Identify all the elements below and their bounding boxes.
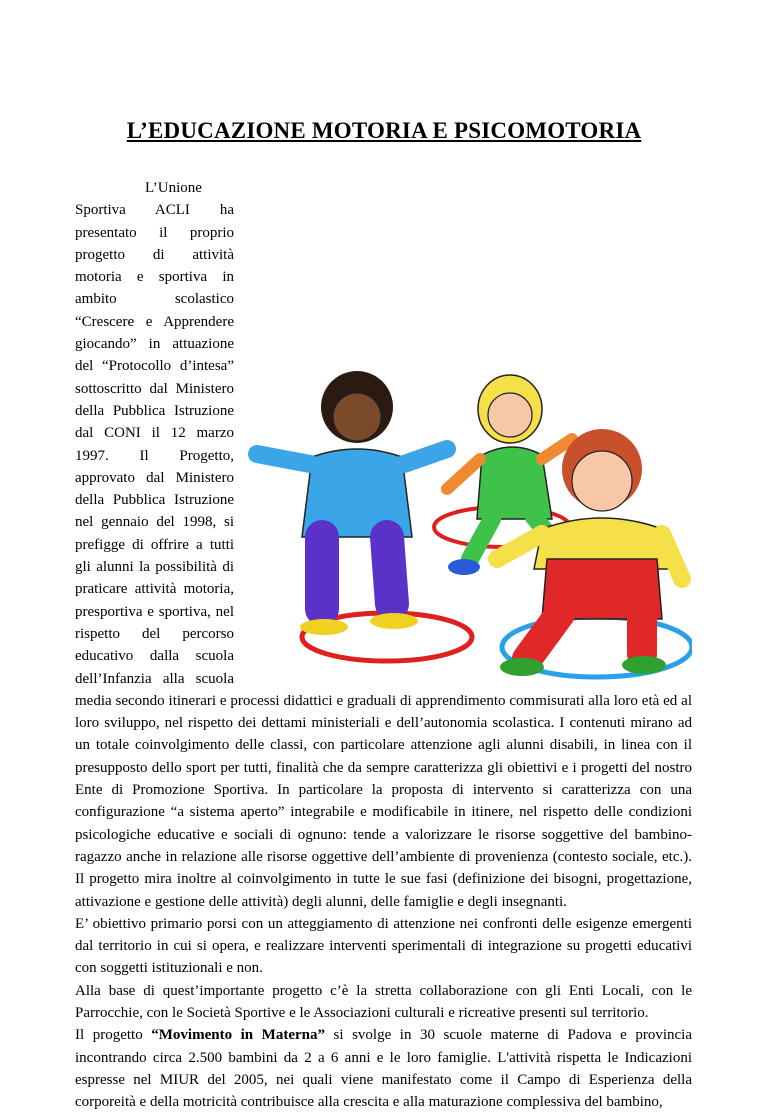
paragraph-1: L’Unione Sportiva ACLI ha presentato il proprio progetto di attività motoria e sportiva in ambito scolastico “Crescere e Apprendere giocando” in attuazione del “Protocollo d’intesa” sottoscritto dal Ministero della Pubblica Istruzione dal CONI il 12 marzo 1997. Il Progetto, approvato dal Ministero della Pubblica Istruzione nel gennaio del 1998, si prefigge di offrire a tutti gli alunni la possibilità di praticare attività motoria, presportiva e sportiva, nel rispetto del percorso educativo dalla scuola dell’Infanzia alla scuola media secondo itinerari e processi didattici e graduali di apprendimento commisurati alla loro età ed al loro sviluppo, nel rispetto dei dettami ministeriali e dell’autonomia scolastica. I contenuti mirano ad un totale coinvolgimento delle classi, con particolare attenzione agli alunni disabili, in linea con il presupposto dello sport per tutti, finalità che da sempre caratterizza gli obiettivi e i progetti del nostro Ente di Promozione Sportiva. In particolare la proposta di intervento si caratterizza con una configurazione “a sistema aperto” integrabile e modificabile in itinere, nel rispetto delle condizioni psicologiche educative e sociali di ognuno: tende a valorizzare le risorse soggettive del bambino-ragazzo anche in relazione alle risorse oggettive dell’ambiente di provenienza (contesto sociale, etc.). Il progetto mira inoltre al coinvolgimento in tutte le sue fasi (definizione dei bisogni, progettazione, attivazione e gestione delle attività) degli alunni, delle famiglie e degli insegnanti. bbox=[75, 180, 692, 910]
paragraph-4-start: Il progetto bbox=[75, 1027, 152, 1044]
project-name: “Movimento in Materna” bbox=[151, 1027, 325, 1044]
children-playing-hoops-illustration bbox=[242, 359, 692, 683]
illustration-children-hoops bbox=[242, 359, 692, 683]
document-body bbox=[75, 177, 692, 1113]
paragraph-2: E’ obiettivo primario porsi con un atteggiamento di attenzione nei confronti delle esigenze emergenti dal territorio in cui si opera, e realizzare interventi sperimentali di integrazione su progetti educativi con soggetti istituzionali e non. bbox=[75, 915, 692, 977]
paragraph-4-rest: si svolge in 30 scuole materne di Padova e provincia incontrando circa 2.500 bambini da 2 a 6 anni e le loro famiglie. L'attività rispetta le Indicazioni espresse nel MIUR del 2005, nei quali viene manifestato come il Campo di Esperienza della corporeità e della motricità contribuisce alla crescita e alla maturazione complessiva del bambino, bbox=[75, 1027, 693, 1111]
document-title: L’EDUCAZIONE MOTORIA E PSICOMOTORIA bbox=[126, 118, 642, 143]
paragraph-4 bbox=[75, 1024, 692, 1113]
paragraph-3: Alla base di quest’importante progetto c’è la stretta collaborazione con gli Enti Locali, con le Parrocchie, con le Società Sportive e le Associazioni culturali e ricreative presenti sul territorio. bbox=[75, 982, 692, 1021]
